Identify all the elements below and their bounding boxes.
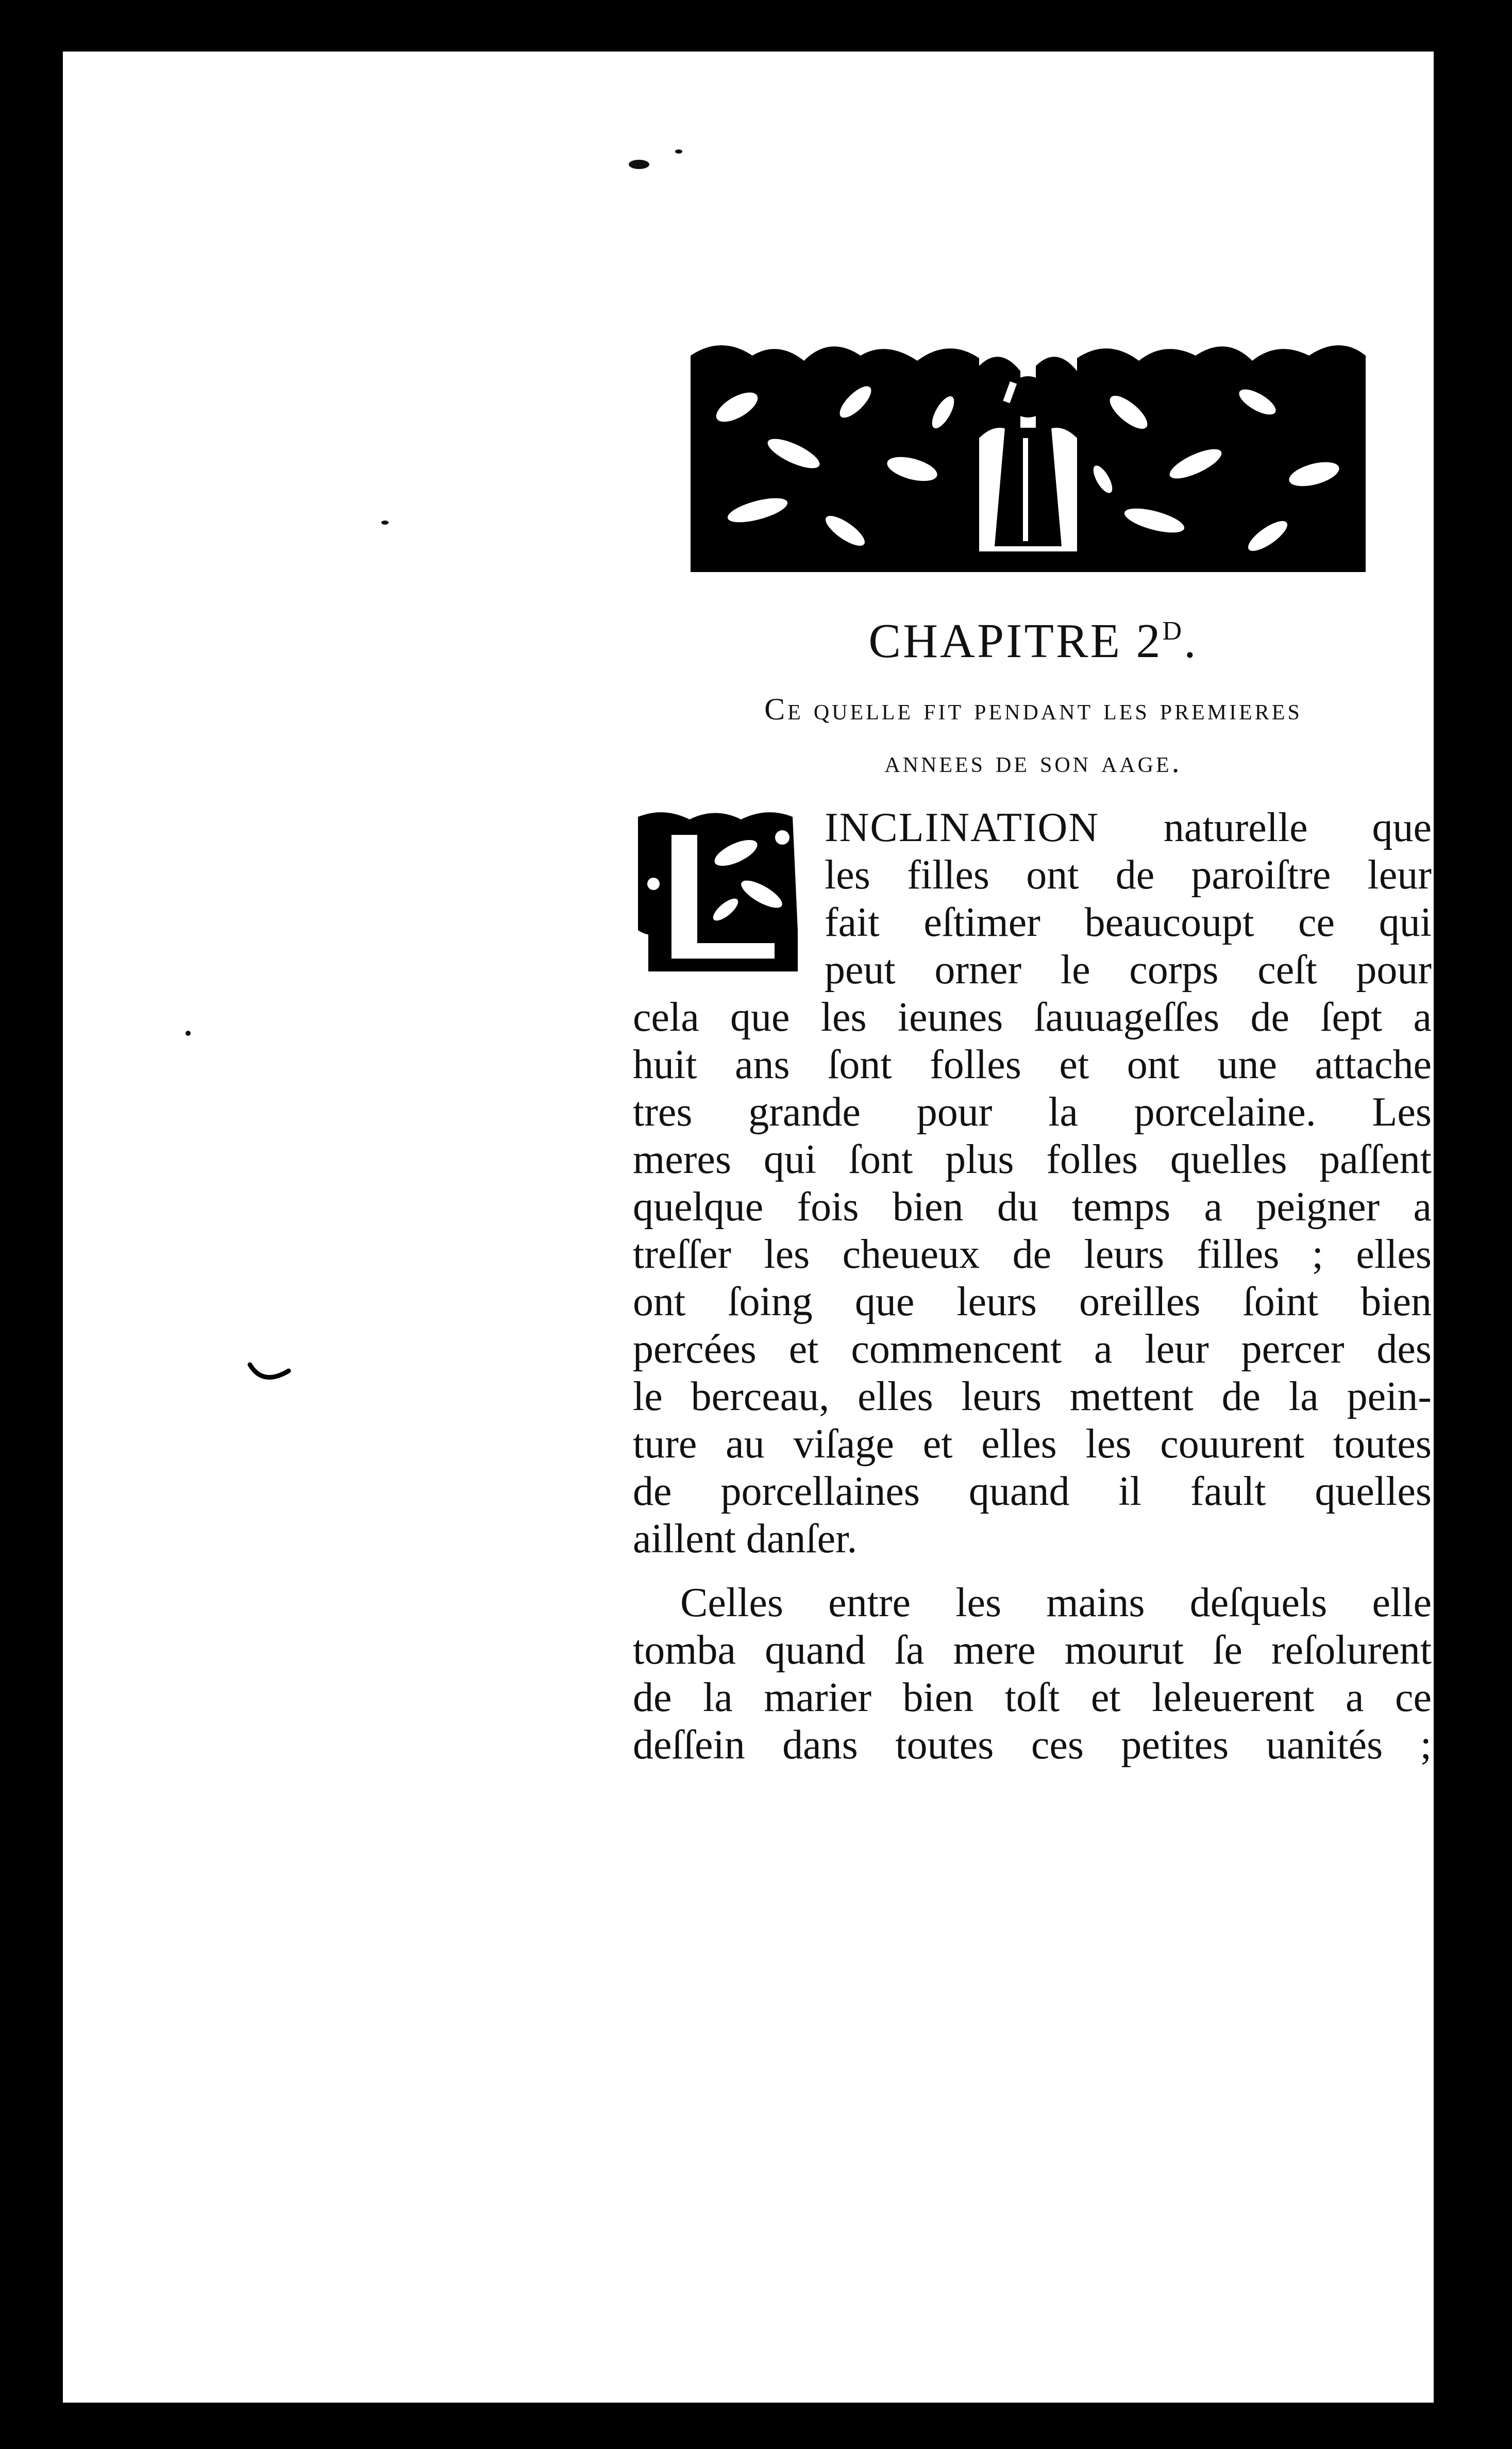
floral-headpiece-ornament: [691, 335, 1366, 572]
scan-speck: [381, 521, 389, 525]
left-scan-margin: [0, 0, 63, 2449]
text-line: deſſein dans toutes ces petites uanités ;: [633, 1722, 1432, 1768]
text-line: cela que les ieunes ſauuageſſes de ſept a: [633, 995, 1432, 1040]
scan-speck: [186, 1031, 191, 1036]
subtitle-line: Ce quelle fit pendant les premieres: [764, 692, 1302, 726]
text-line: tres grande pour la porcelaine. Les: [633, 1089, 1432, 1135]
decorated-initial-l-icon: [633, 807, 808, 977]
text-line: percées et commencent a leur percer des: [633, 1327, 1432, 1372]
text-line: fait eſtimer beaucoupt ce qui: [825, 900, 1432, 945]
margin-mark-icon: [247, 1361, 294, 1386]
text-line: meres qui ſont plus folles quelles paſſent: [633, 1137, 1432, 1182]
subtitle-line: annees de son aage.: [884, 745, 1182, 779]
text-line: tomba quand ſa mere mourut ſe reſolurent: [633, 1628, 1432, 1673]
text-line: peut orner le corps ceſt pour: [825, 947, 1432, 993]
text-line: le berceau, elles leurs mettent de la pein-: [633, 1374, 1432, 1419]
text-line: huit ans ſont folles et ont une attache: [633, 1042, 1432, 1087]
right-scan-edge: [1464, 52, 1484, 2422]
text-line: de la marier bien toſt et leleuerent a ce: [633, 1675, 1432, 1720]
text-line: Celles entre les mains deſquels elle: [680, 1580, 1432, 1625]
initial-word: INCLINATION: [825, 805, 1100, 850]
text-line: aillent danſer.: [633, 1516, 858, 1562]
text-line: ture au viſage et elles les couurent toutes: [633, 1421, 1432, 1467]
scan-speck: [675, 149, 682, 154]
text-line: de porcellaines quand il fault quelles: [633, 1469, 1432, 1514]
text-line: treſſer les cheueux de leurs filles ; elles: [633, 1232, 1432, 1277]
chapter-heading: CHAPITRE $2^D$.: [868, 614, 1198, 668]
chapter-subtitle: [631, 683, 1435, 788]
text-line: ont ſoing que leurs oreilles ſoint bien: [633, 1279, 1432, 1324]
text-line: quelque fois bien du temps a peigner a: [633, 1184, 1432, 1230]
scan-speck: [629, 160, 649, 169]
text-line: INCLINATION naturelle que: [825, 805, 1432, 850]
text-line: les filles ont de paroiſtre leur: [825, 852, 1432, 898]
